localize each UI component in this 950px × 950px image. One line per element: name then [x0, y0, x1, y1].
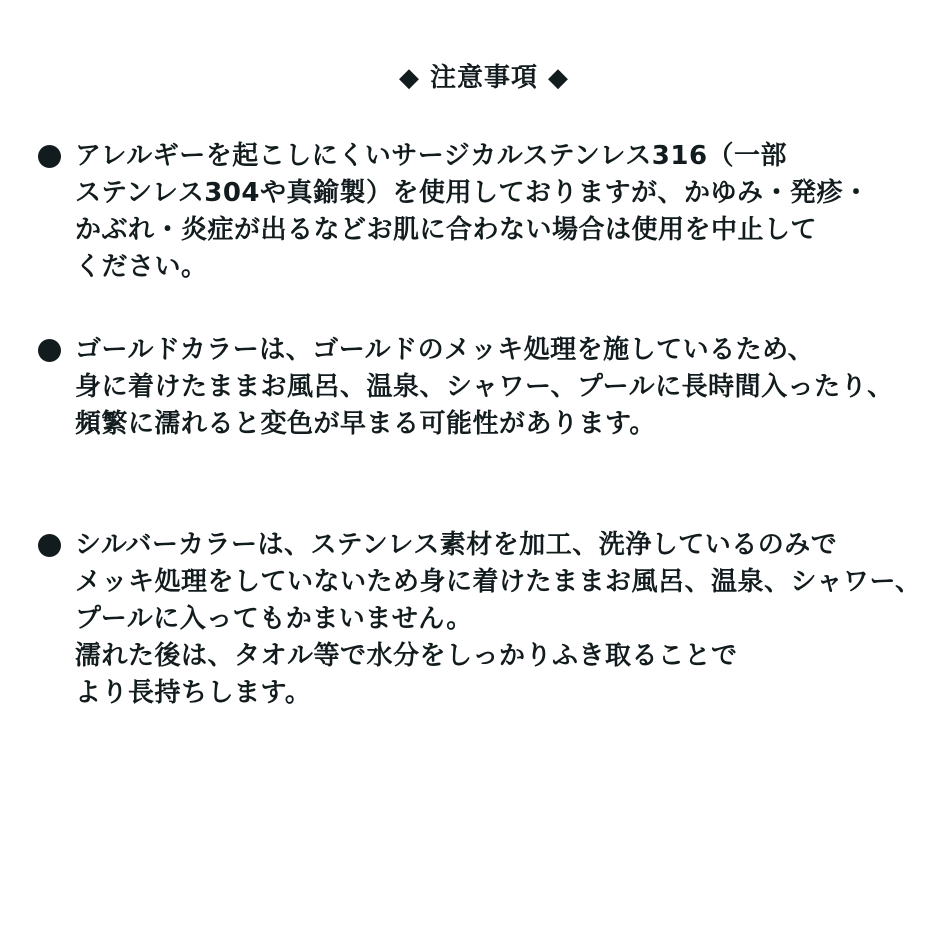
note-item-allergy [38, 138, 930, 286]
note-line: ください。 [75, 252, 208, 282]
note-item-gold-color [38, 332, 930, 443]
note-line: 頻繁に濡れると変色が早まる可能性があります。 [75, 409, 656, 439]
note-line: アレルギーを起こしにくいサージカルステンレス316（一部 [75, 141, 788, 171]
note-text [75, 527, 921, 712]
bullet-icon [38, 534, 61, 557]
note-line: メッキ処理をしていないため身に着けたままお風呂、温泉、シャワー、 [75, 567, 922, 597]
note-item-silver-color [38, 527, 930, 712]
note-line: シルバーカラーは、ステンレス素材を加工、洗浄しているのみで [75, 530, 838, 560]
note-line: ゴールドカラーは、ゴールドのメッキ処理を施しているため、 [75, 335, 815, 365]
note-line: 身に着けたままお風呂、温泉、シャワー、プールに長時間入ったり、 [75, 372, 894, 402]
note-line: かぶれ・炎症が出るなどお肌に合わない場合は使用を中止して [75, 215, 818, 245]
note-line: より長持ちします。 [75, 678, 312, 708]
page-title: ◆ 注意事項 ◆ [398, 63, 570, 93]
bullet-icon [38, 145, 61, 168]
note-line: 濡れた後は、タオル等で水分をしっかりふき取ることで [75, 641, 738, 671]
note-text [75, 138, 870, 286]
note-line: プールに入ってもかまいません。 [75, 604, 473, 634]
note-text [75, 332, 894, 443]
note-line: ステンレス304や真鍮製）を使用しておりますが、かゆみ・発疹・ [75, 178, 870, 208]
bullet-icon [38, 339, 61, 362]
